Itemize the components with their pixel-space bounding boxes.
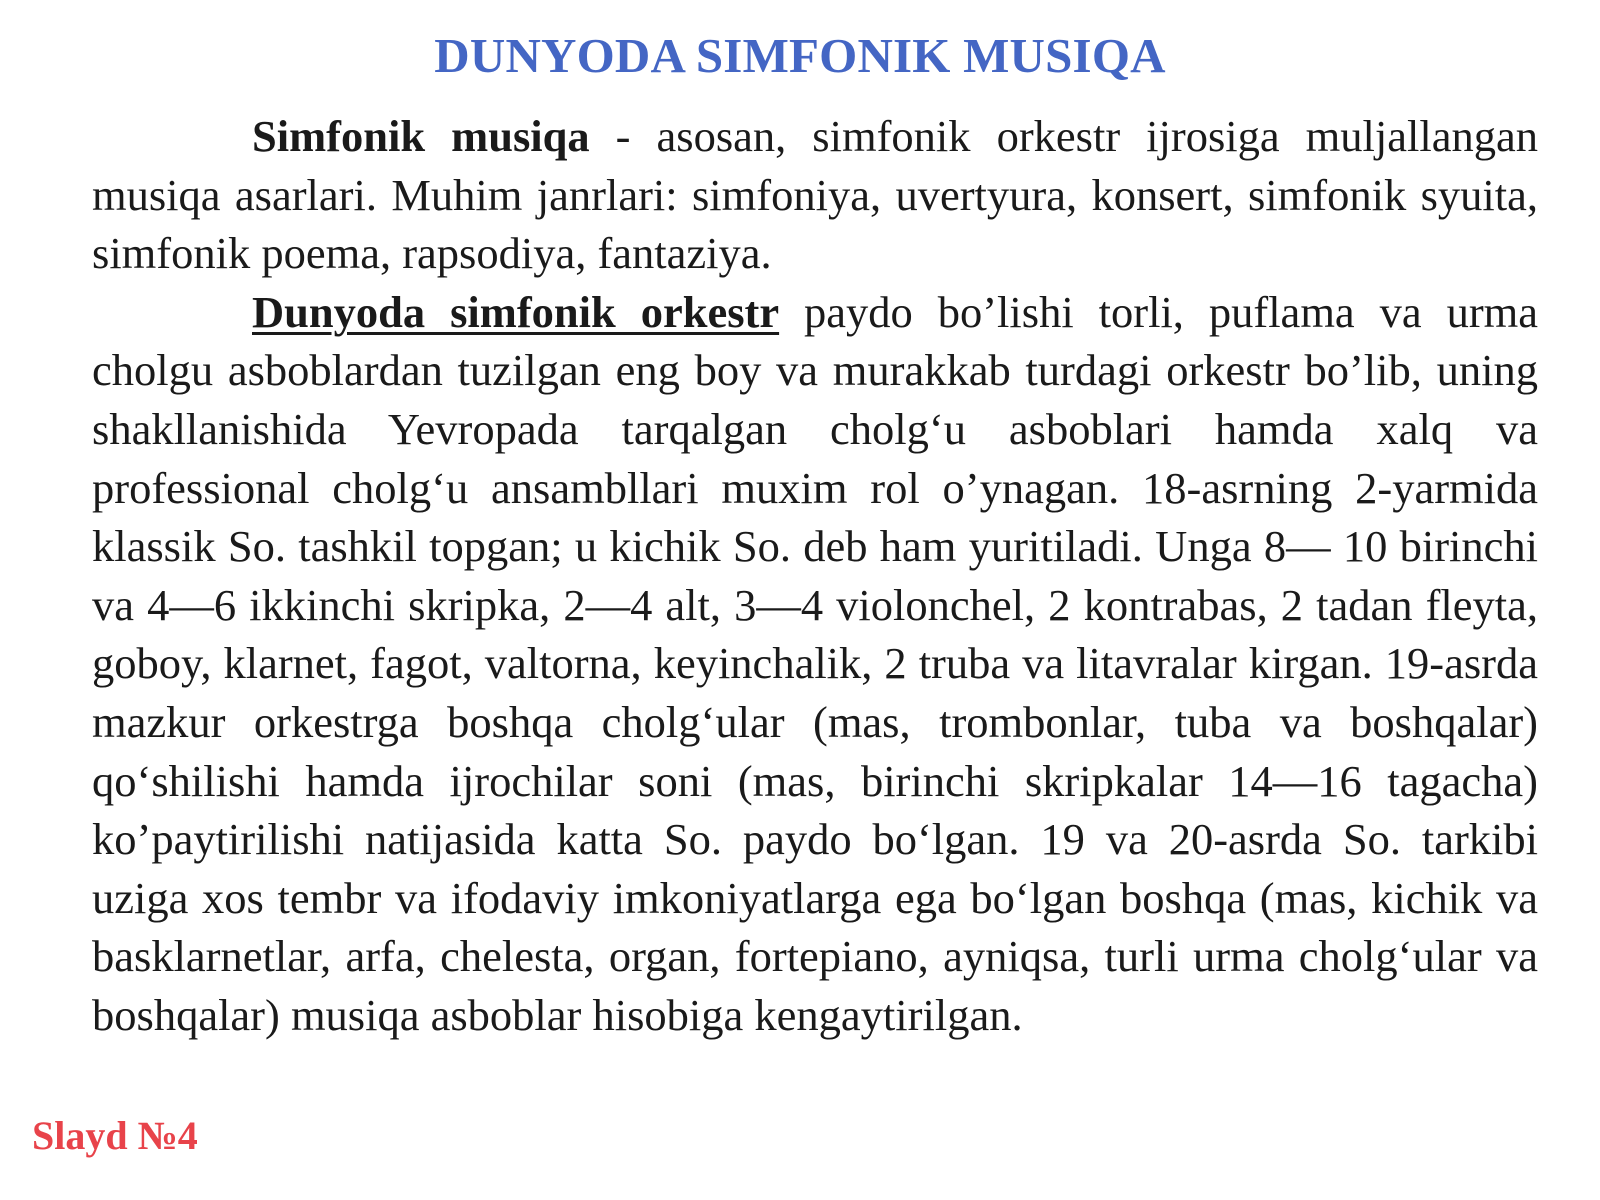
term-dunyoda-simfonik-orkestr: Dunyoda simfonik orkestr: [252, 286, 780, 337]
slide-body: [92, 107, 1538, 1045]
slide-number: Slayd №4: [32, 1113, 198, 1158]
paragraph-orchestra-text: paydo bo’lishi torli, puflama va urma cholgu asboblardan tuzilgan eng boy va murakkab turdagi orkestr bo’lib, uning shakllanishida Yevropada tarqalgan cholg‘u asboblari hamda xalq va professional cholg‘u ansambllari muxim rol o’ynagan. 18-asrning 2-yarmida klassik So. tashkil topgan; u kichik So. deb ham yuritiladi. Unga 8— 10 birinchi va 4—6 ikkinchi skripka, 2—4 alt, 3—4 violonchel, 2 kontrabas, 2 tadan fleyta, goboy, klarnet, fagot, valtorna, keyinchalik, 2 truba va litavralar kirgan. 19-asrda mazkur orkestrga boshqa cholg‘ular (mas, trombonlar, tuba va boshqalar) qo‘shilishi hamda ijrochilar soni (mas, birinchi skripkalar 14—16 tagacha) ko’paytirilishi natijasida katta So. paydo bo‘lgan. 19 va 20-asrda So. tarkibi uziga xos tembr va ifodaviy imkoniyatlarga ega bo‘lgan boshqa (mas, kichik va basklarnetlar, arfa, chelesta, organ, fortepiano, ayniqsa, turli urma cholg‘ular va boshqalar) musiqa asboblar hisobiga kengaytirilgan.: [92, 286, 1538, 1040]
paragraph-definition: [92, 107, 1538, 283]
paragraph-orchestra: [92, 283, 1538, 1045]
term-simfonik-musiqa: Simfonik musiqa: [252, 111, 590, 161]
paragraph-definition-text: - asosan, simfonik orkestr ijrosiga muljallangan musiqa asarlari. Muhim janrlari: simfoniya, uvertyura, konsert, simfonik syuita, simfonik poema, rapsodiya, fantaziya.: [92, 111, 1538, 279]
slide-title: DUNYODA SIMFONIK MUSIQA: [434, 28, 1166, 83]
